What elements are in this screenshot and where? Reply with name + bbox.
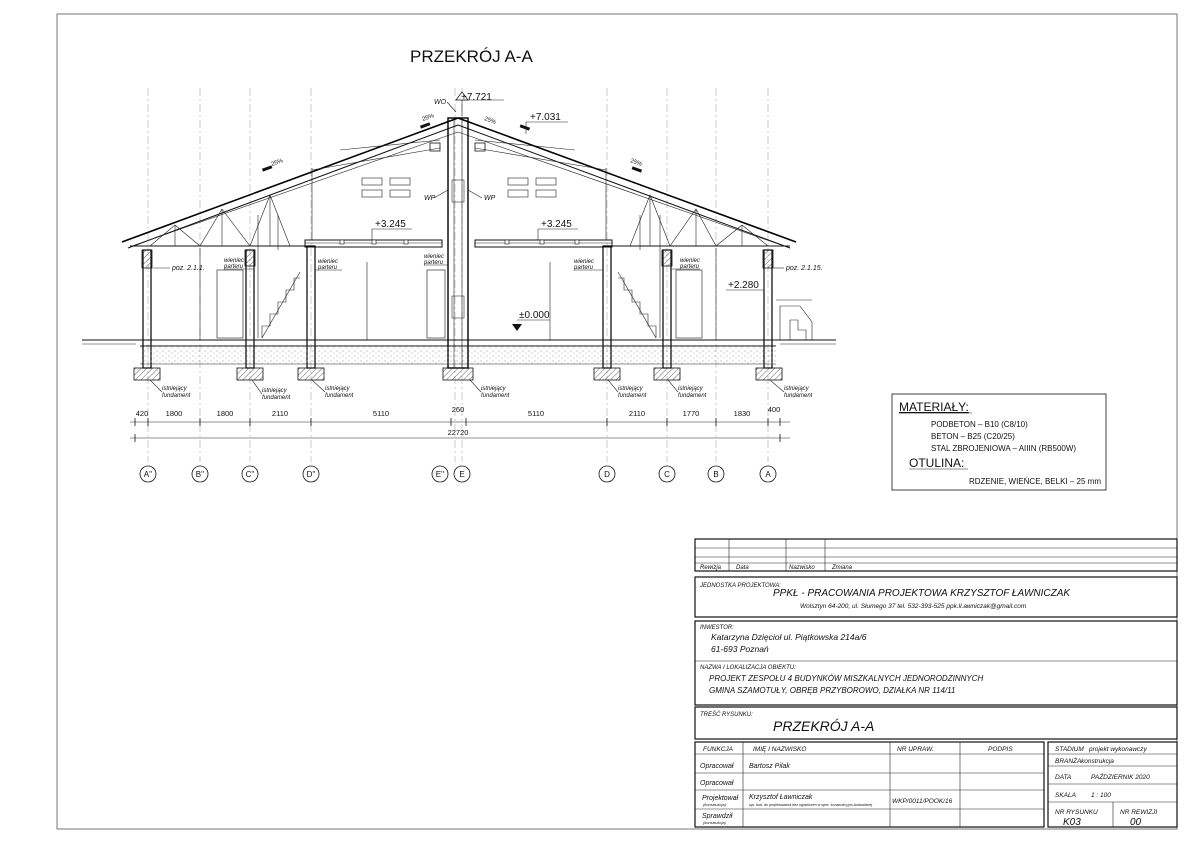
wieniec-labels: [223, 254, 700, 271]
rev-header-nazwisko: Nazwisko: [789, 565, 815, 571]
content-label: TREŚĆ RYSUNKU:: [700, 712, 753, 718]
sig-row-sub: (konstrukcja): [703, 802, 726, 807]
fundament-label: fundament: [162, 393, 191, 399]
level-ridge: +7.721: [461, 92, 492, 103]
level-eave: +7.031: [530, 112, 561, 123]
dimension-chain: [130, 405, 790, 442]
ceiling-slabs: [305, 240, 612, 247]
roof-slope-labels: [271, 113, 644, 168]
level-ceiling-right: +3.245: [541, 219, 572, 230]
roof-structure: [122, 118, 796, 248]
investor-line: Katarzyna Dzięcioł ul. Piątkowska 214a/6: [711, 632, 867, 642]
nr-rysunku-value: K03: [1063, 817, 1081, 828]
fundament-label: istniejący: [262, 388, 287, 394]
sig-row-funkcja: Projektował: [702, 795, 739, 802]
sig-row-imie: Bartosz Pilak: [749, 763, 790, 770]
wieniec-label: parteru: [318, 265, 338, 271]
slope-label: 25%: [421, 113, 435, 123]
object-label: NAZWA I LOKALIZACJA OBIEKTU:: [700, 665, 796, 671]
dimension-value: 400: [767, 405, 781, 414]
floor-foundations: [82, 340, 836, 380]
fundament-label: fundament: [618, 393, 647, 399]
axis-label: C'': [245, 470, 255, 479]
sig-row-sub: (konstrukcja): [703, 820, 726, 825]
rev-header-rewizja: Rewizja: [700, 565, 722, 571]
slope-label: 25%: [270, 158, 284, 168]
mark-poz-right: poz. 2.1.15.: [786, 265, 823, 272]
rev-header-data: Data: [736, 565, 749, 571]
axis-label: C: [664, 470, 670, 479]
axis-label: B: [713, 470, 719, 479]
dimension-value: 5110: [527, 409, 545, 418]
fundament-label: fundament: [784, 393, 813, 399]
data-label: DATA: [1055, 774, 1072, 781]
rev-header-zmiana: Zmiana: [832, 565, 853, 571]
dimension-value: 420: [135, 409, 149, 418]
fundament-label: istniejący: [618, 386, 643, 392]
total-dimension: 22720: [447, 428, 469, 437]
axis-label: E'': [435, 470, 445, 479]
dimension-value: 1800: [216, 409, 234, 418]
materials-line: PODBETON – B10 (C8/10): [931, 420, 1028, 429]
sig-row-funkcja: Sprawdził: [702, 813, 733, 820]
fundament-label: fundament: [678, 393, 707, 399]
dimension-value: 260: [451, 405, 465, 414]
wieniec-label: parteru: [224, 264, 244, 270]
axis-label: A: [765, 470, 771, 479]
stadium-label: STADIUM: [1055, 746, 1084, 753]
skala-label: SKALA: [1055, 792, 1076, 799]
investor-line: 61-693 Poznań: [711, 644, 769, 654]
fundament-label: fundament: [325, 393, 354, 399]
slope-label: 25%: [483, 116, 497, 126]
mark-wo: WO: [434, 99, 447, 106]
level-wall-top: +2.280: [728, 280, 759, 291]
title-block: [695, 539, 1177, 828]
wieniec-label: parteru: [680, 264, 700, 270]
axis-label: D'': [306, 470, 316, 479]
nr-rewizji-label: NR REWIZJI: [1120, 809, 1158, 816]
mark-wp-right: WP: [484, 195, 496, 202]
axis-label: A'': [143, 470, 153, 479]
drawing-title: PRZEKRÓJ A-A: [410, 47, 533, 66]
skala-value: 1 : 100: [1091, 792, 1111, 799]
cover-line: RDZENIE, WIEŃCE, BELKI – 25 mm: [968, 477, 1101, 486]
sig-row-nr: WKP/0011/POOK/16: [892, 798, 953, 805]
sig-row-funkcja: Opracował: [700, 780, 734, 787]
investor-label: INWESTOR:: [700, 625, 734, 631]
axis-label: B'': [195, 470, 205, 479]
dimension-value: 5110: [372, 409, 390, 418]
fundament-label: istniejący: [784, 386, 809, 392]
materials-box: [892, 394, 1106, 490]
branza-label: BRANŻA: [1055, 758, 1082, 765]
dimension-value: 1830: [733, 409, 751, 418]
wieniec-label: wieniec: [224, 258, 245, 264]
object-line: PROJEKT ZESPOŁU 4 BUDYNKÓW MISZKALNYCH JEDNORODZINNYCH: [709, 674, 984, 683]
fundament-label: istniejący: [162, 386, 187, 392]
sig-header-podpis: PODPIS: [988, 746, 1013, 753]
stadium-value: projekt wykonawczy: [1089, 746, 1147, 753]
fundament-label: fundament: [262, 395, 291, 401]
axis-label: E: [459, 470, 465, 479]
wieniec-label: wieniec: [680, 258, 701, 264]
wieniec-label: wieniec: [424, 254, 445, 260]
dimension-value: 1800: [165, 409, 183, 418]
mark-poz-left: poz. 2.1.1.: [172, 265, 205, 272]
wieniec-label: parteru: [574, 265, 594, 271]
sig-header-imie: IMIĘ I NAZWISKO: [753, 746, 807, 753]
data-value: PAŹDZIERNIK 2020: [1091, 774, 1150, 781]
sig-header-nr: NR UPRAW.: [897, 746, 934, 753]
nr-rewizji-value: 00: [1130, 817, 1142, 828]
sig-row-funkcja: Opracował: [700, 763, 734, 770]
materials-line: BETON – B25 (C20/25): [931, 432, 1015, 441]
sig-header-funkcja: FUNKCJA: [703, 746, 733, 753]
materials-title: MATERIAŁY:: [899, 400, 969, 414]
materials-line: STAL ZBROJENIOWA – AIIIN (RB500W): [931, 444, 1077, 453]
fundament-label: istniejący: [325, 386, 350, 392]
wieniec-label: wieniec: [318, 259, 339, 265]
mark-wp-left: WP: [424, 195, 436, 202]
cover-title: OTULINA:: [909, 456, 965, 470]
fundament-label: istniejący: [481, 386, 506, 392]
fundament-label: istniejący: [678, 386, 703, 392]
fundament-label: fundament: [481, 393, 510, 399]
fundament-labels: [150, 380, 813, 401]
axis-bubbles: [140, 466, 776, 482]
level-zero: ±0.000: [519, 310, 550, 321]
unit-address: Wolsztyn 64-200, ul. Słumego 37 tel. 532-393-525 ppk.ll.awniczak@gmail.com: [800, 603, 1027, 610]
sig-row-imie-sub: upr. bud. do projektowania bez ograniczeń w spec. konstrukcyjno-budowlanej: [749, 803, 873, 807]
unit-label: JEDNOSTKA PROJEKTOWA:: [700, 583, 781, 589]
wieniec-label: wieniec: [574, 259, 595, 265]
wieniec-label: parteru: [424, 260, 444, 266]
axis-label: D: [604, 470, 610, 479]
dimension-value: 1770: [682, 409, 700, 418]
dimension-value: 2110: [628, 409, 646, 418]
branza-value: konstrukcja: [1081, 758, 1114, 765]
central-column: [448, 118, 468, 368]
unit-name: PPKŁ - PRACOWANIA PROJEKTOWA KRZYSZTOF ŁAWNICZAK: [773, 588, 1071, 599]
level-ceiling-left: +3.245: [375, 219, 406, 230]
object-line: GMINA SZAMOTUŁY, OBRĘB PRZYBOROWO, DZIAŁKA NR 114/11: [709, 686, 956, 695]
content-title: PRZEKRÓJ A-A: [773, 718, 875, 734]
sig-row-imie: Krzysztof Ławniczak: [749, 794, 813, 801]
dimension-value: 2110: [271, 409, 289, 418]
slope-label: 25%: [629, 158, 643, 168]
nr-rysunku-label: NR RYSUNKU: [1055, 809, 1098, 816]
